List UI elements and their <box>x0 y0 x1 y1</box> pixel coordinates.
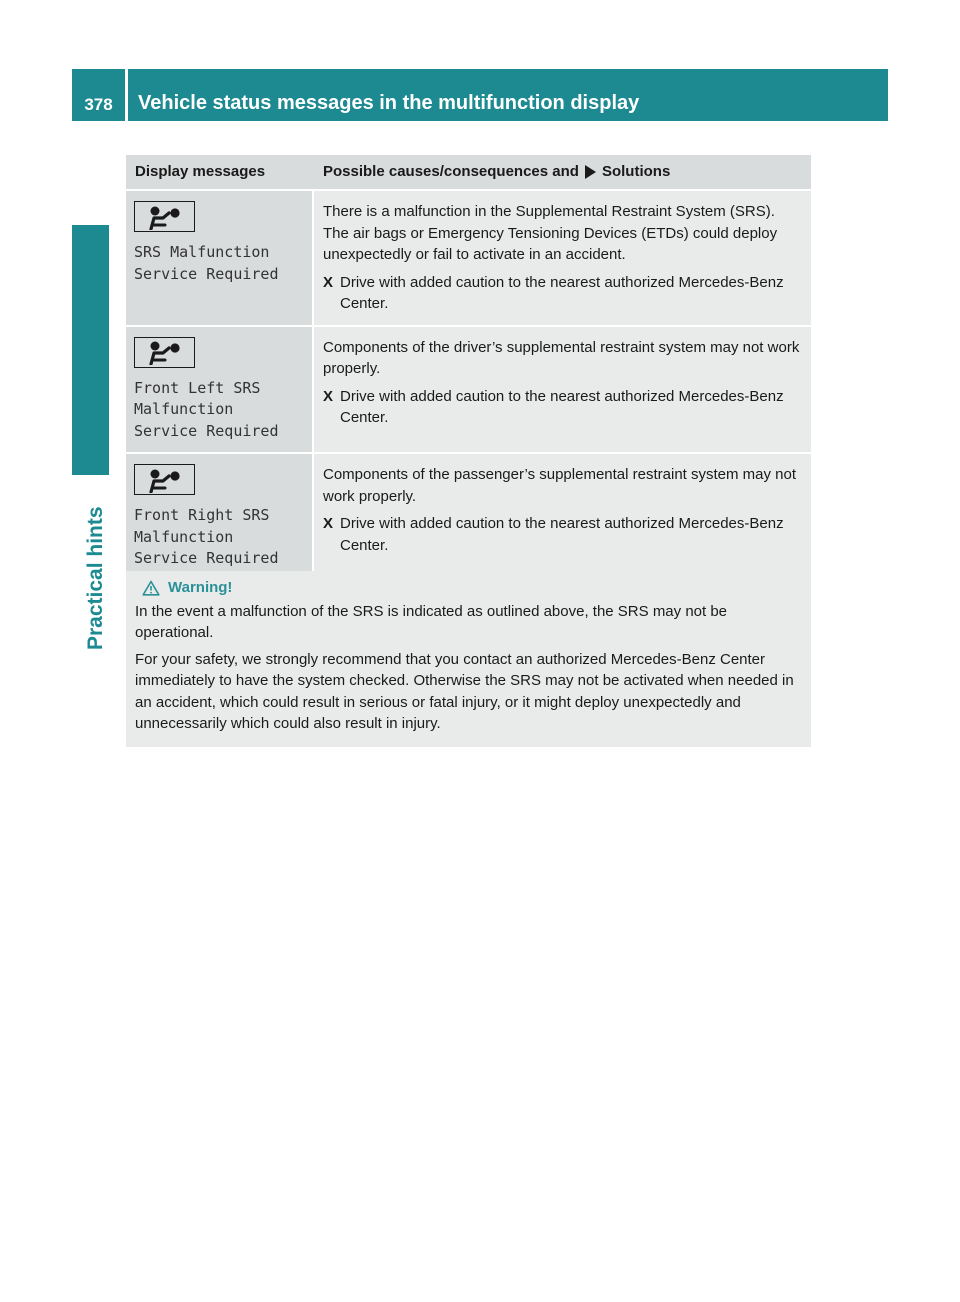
display-cell <box>126 454 312 580</box>
section-label: Practical hints <box>84 506 107 650</box>
page-header <box>72 69 888 121</box>
table-row <box>126 327 811 453</box>
solution-step <box>323 513 803 556</box>
causes-cell <box>314 454 811 580</box>
causes-cell <box>314 327 811 453</box>
table-header <box>126 155 811 189</box>
solution-text: Drive with added caution to the nearest authorized Mercedes-Benz Center. <box>340 273 784 312</box>
airbag-warning-icon <box>134 337 195 368</box>
display-message: SRS Malfunction Service Required <box>134 243 279 283</box>
airbag-warning-icon <box>134 464 195 495</box>
column-header-solutions-text: Solutions <box>601 163 671 180</box>
step-marker: X <box>323 273 334 291</box>
airbag-warning-icon <box>134 201 195 232</box>
solution-text: Drive with added caution to the nearest authorized Mercedes-Benz Center. <box>340 387 784 426</box>
display-cell <box>126 191 312 325</box>
display-message: Front Left SRS Malfunction Service Required <box>134 378 279 440</box>
column-header-causes-text: Possible causes/consequences and <box>323 163 579 180</box>
section-tab <box>72 225 109 475</box>
column-header-display: Display messages <box>135 163 266 180</box>
cause-text: There is a malfunction in the Supplemental Restraint System (SRS). The air bags or Emergency Tensioning Devices (ETDs) could deploy unexpectedly or fail to activate in an accident. <box>323 203 778 263</box>
table-row <box>126 454 811 580</box>
cause-text: Components of the passenger’s supplemental restraint system may not work properly. <box>323 466 797 505</box>
warning-paragraph: For your safety, we strongly recommend that you contact an authorized Mercedes-Benz Center immediately to have the system checked. Otherwise the SRS may not be activated when needed in an accident, which could result in serious or fatal injury, or it might deploy unexpectedly and unnecessarily which could also result in injury. <box>135 650 794 732</box>
step-marker: X <box>323 387 334 405</box>
page-title: Vehicle status messages in the multifunction display <box>128 69 888 121</box>
warning-box <box>126 571 811 747</box>
messages-table <box>126 155 811 582</box>
warning-title: Warning! <box>168 579 233 596</box>
step-marker: X <box>323 515 334 532</box>
page-number: 378 <box>72 69 125 121</box>
warning-triangle-icon <box>142 580 160 596</box>
arrow-right-icon <box>585 165 596 179</box>
warning-paragraph: In the event a malfunction of the SRS is indicated as outlined above, the SRS may not be operational. <box>135 602 728 641</box>
cause-text: Components of the driver’s supplemental restraint system may not work properly. <box>323 338 800 377</box>
table-row <box>126 191 811 325</box>
solution-step <box>323 386 803 429</box>
causes-cell <box>314 191 811 325</box>
display-message: Front Right SRS Malfunction Service Required <box>134 506 279 567</box>
display-cell <box>126 327 312 453</box>
warning-header <box>135 577 803 599</box>
solution-text: Drive with added caution to the nearest authorized Mercedes-Benz Center. <box>340 515 784 554</box>
column-header-causes <box>314 155 811 189</box>
solution-step <box>323 272 803 315</box>
